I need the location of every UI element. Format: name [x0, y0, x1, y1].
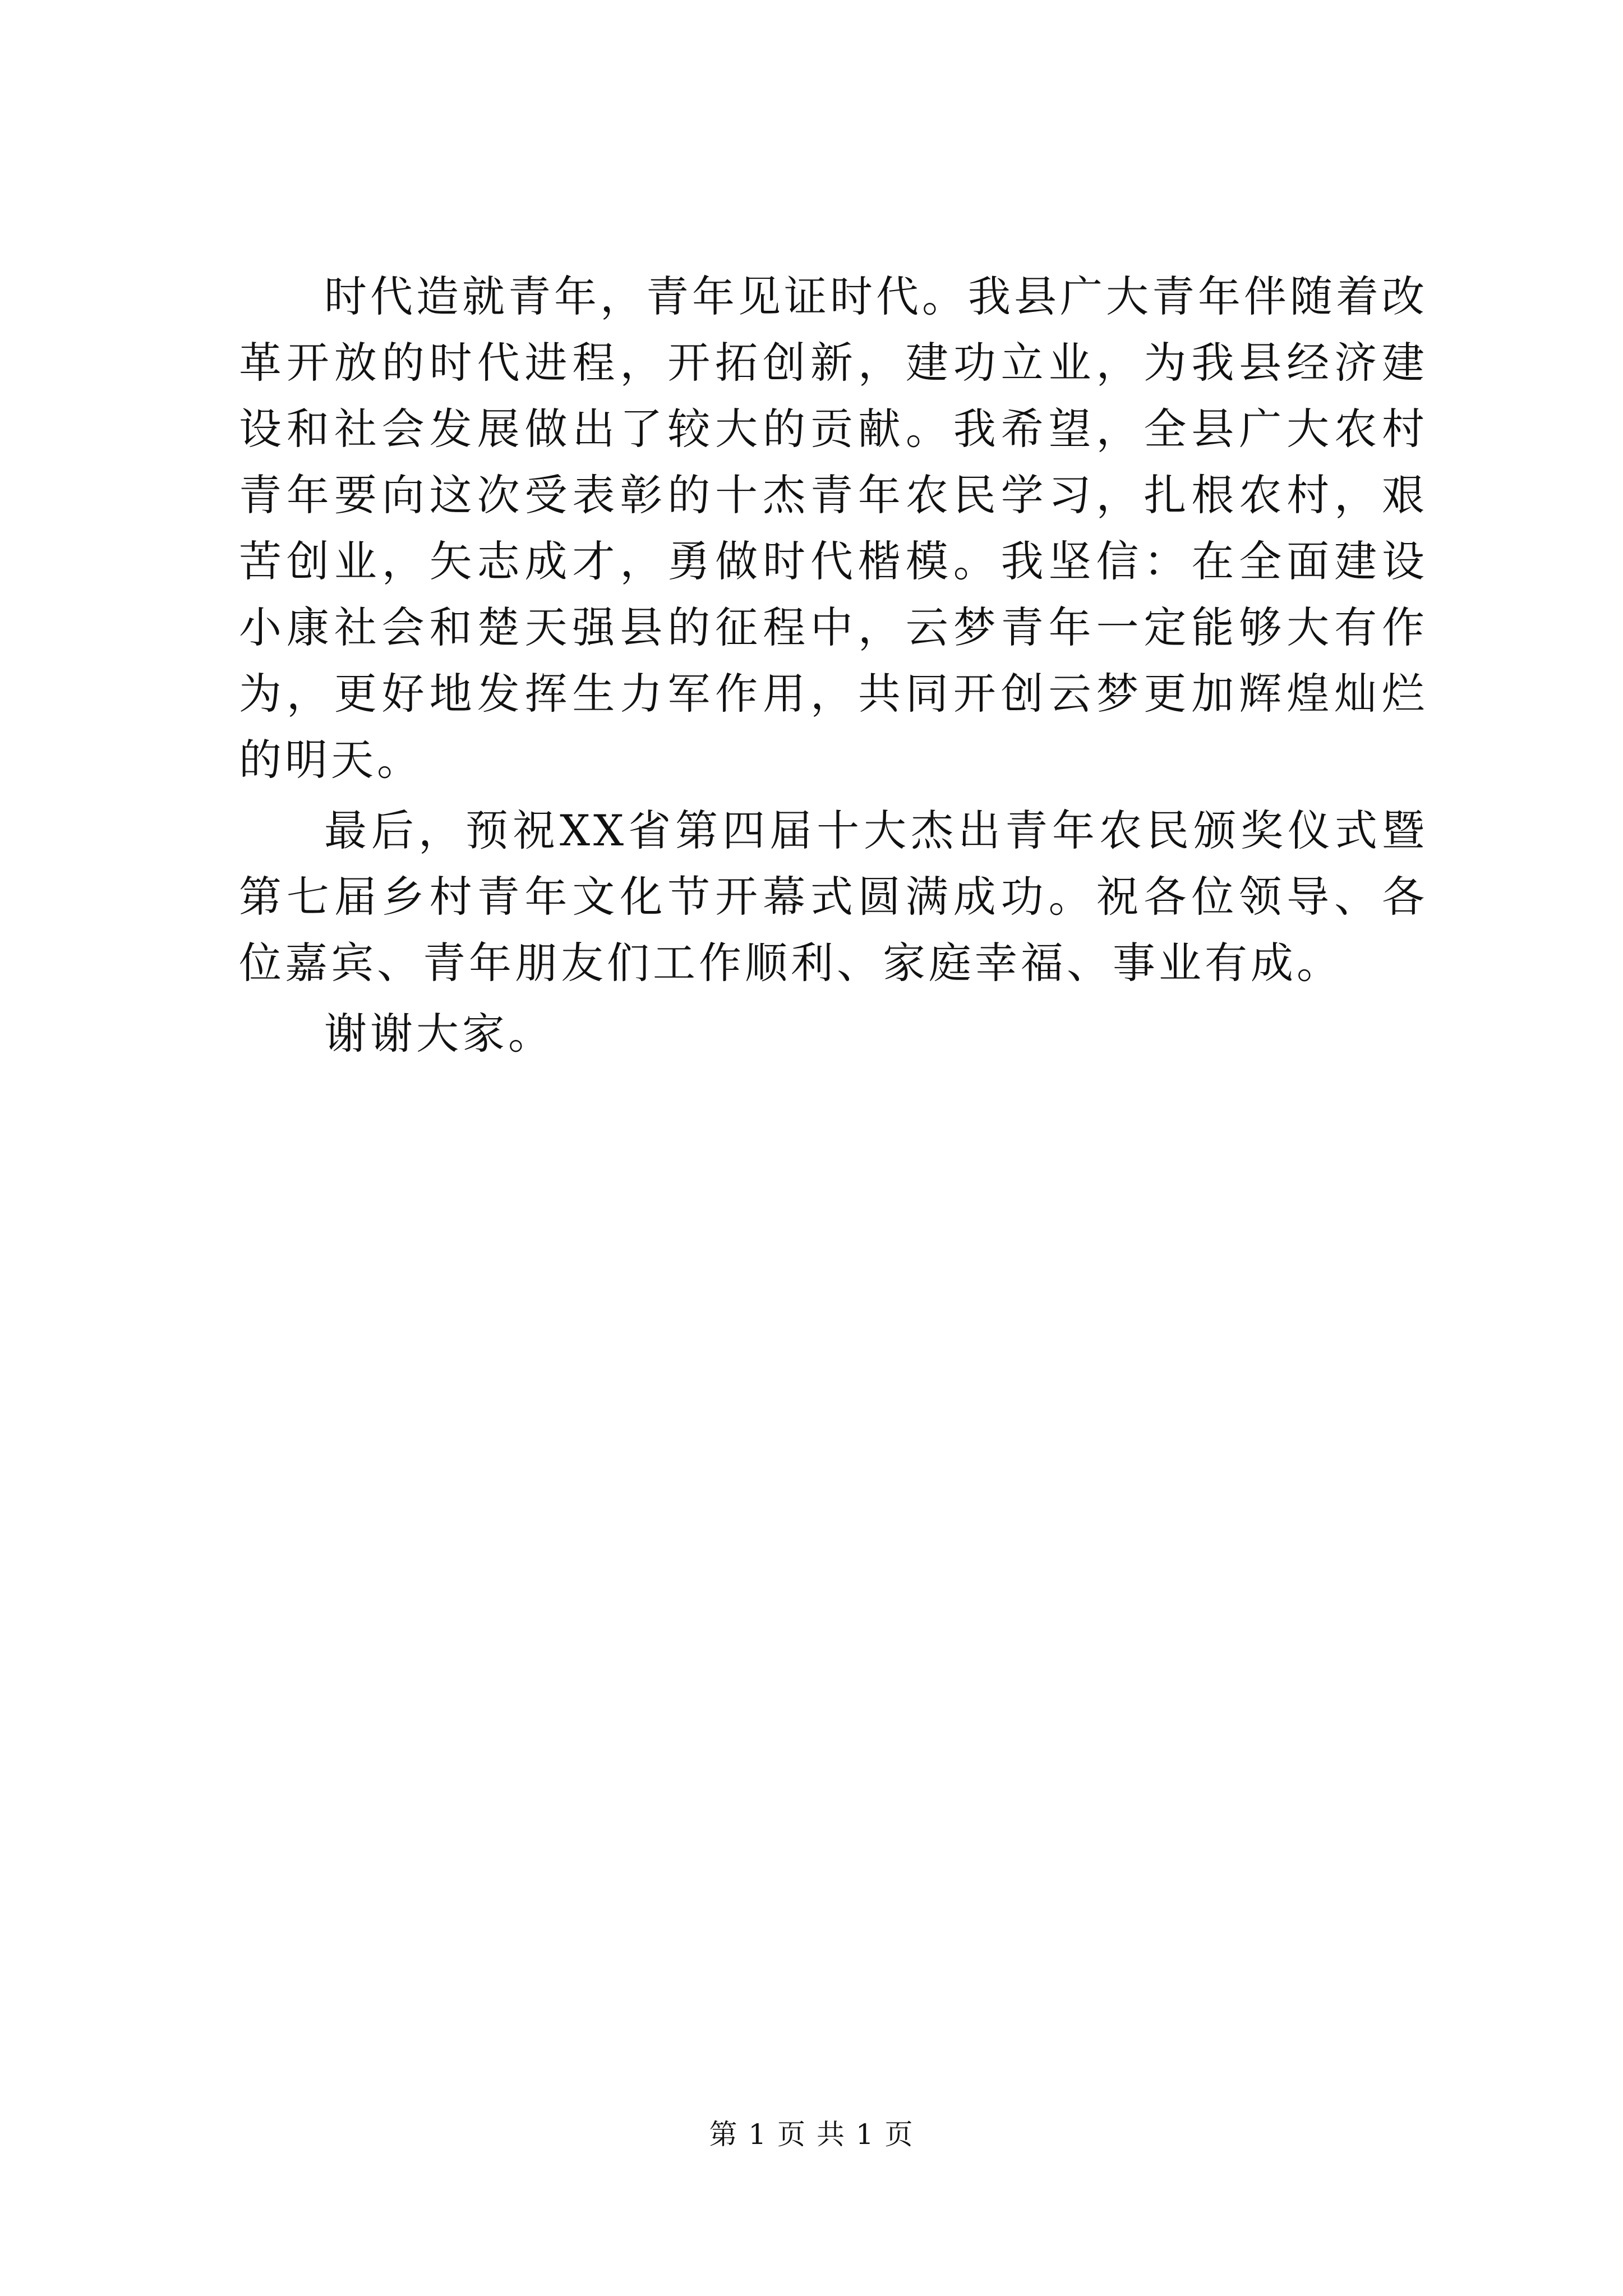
- page-number-footer: 第 1 页 共 1 页: [709, 2118, 914, 2151]
- document-body: [239, 264, 1428, 1067]
- paragraph-thanks: 谢谢大家。: [324, 1009, 554, 1059]
- paragraph-best-wishes: 最后，预祝XX省第四届十大杰出青年农民颁奖仪式暨第七届乡村青年文化节开幕式圆满成功。祝各位领导、各位嘉宾、青年朋友们工作顺利、家庭幸福、事业有成。: [239, 806, 1428, 988]
- paragraph-closing-remarks: 时代造就青年，青年见证时代。我县广大青年伴随着改革开放的时代进程，开拓创新，建功立业，为我县经济建设和社会发展做出了较大的贡献。我希望，全县广大农村青年要向这次受表彰的十杰青年农民学习，扎根农村，艰苦创业，矢志成才，勇做时代楷模。我坚信：在全面建设小康社会和楚天强县的征程中，云梦青年一定能够大有作为，更好地发挥生力军作用，共同开创云梦更加辉煌灿烂的明天。: [239, 272, 1428, 785]
